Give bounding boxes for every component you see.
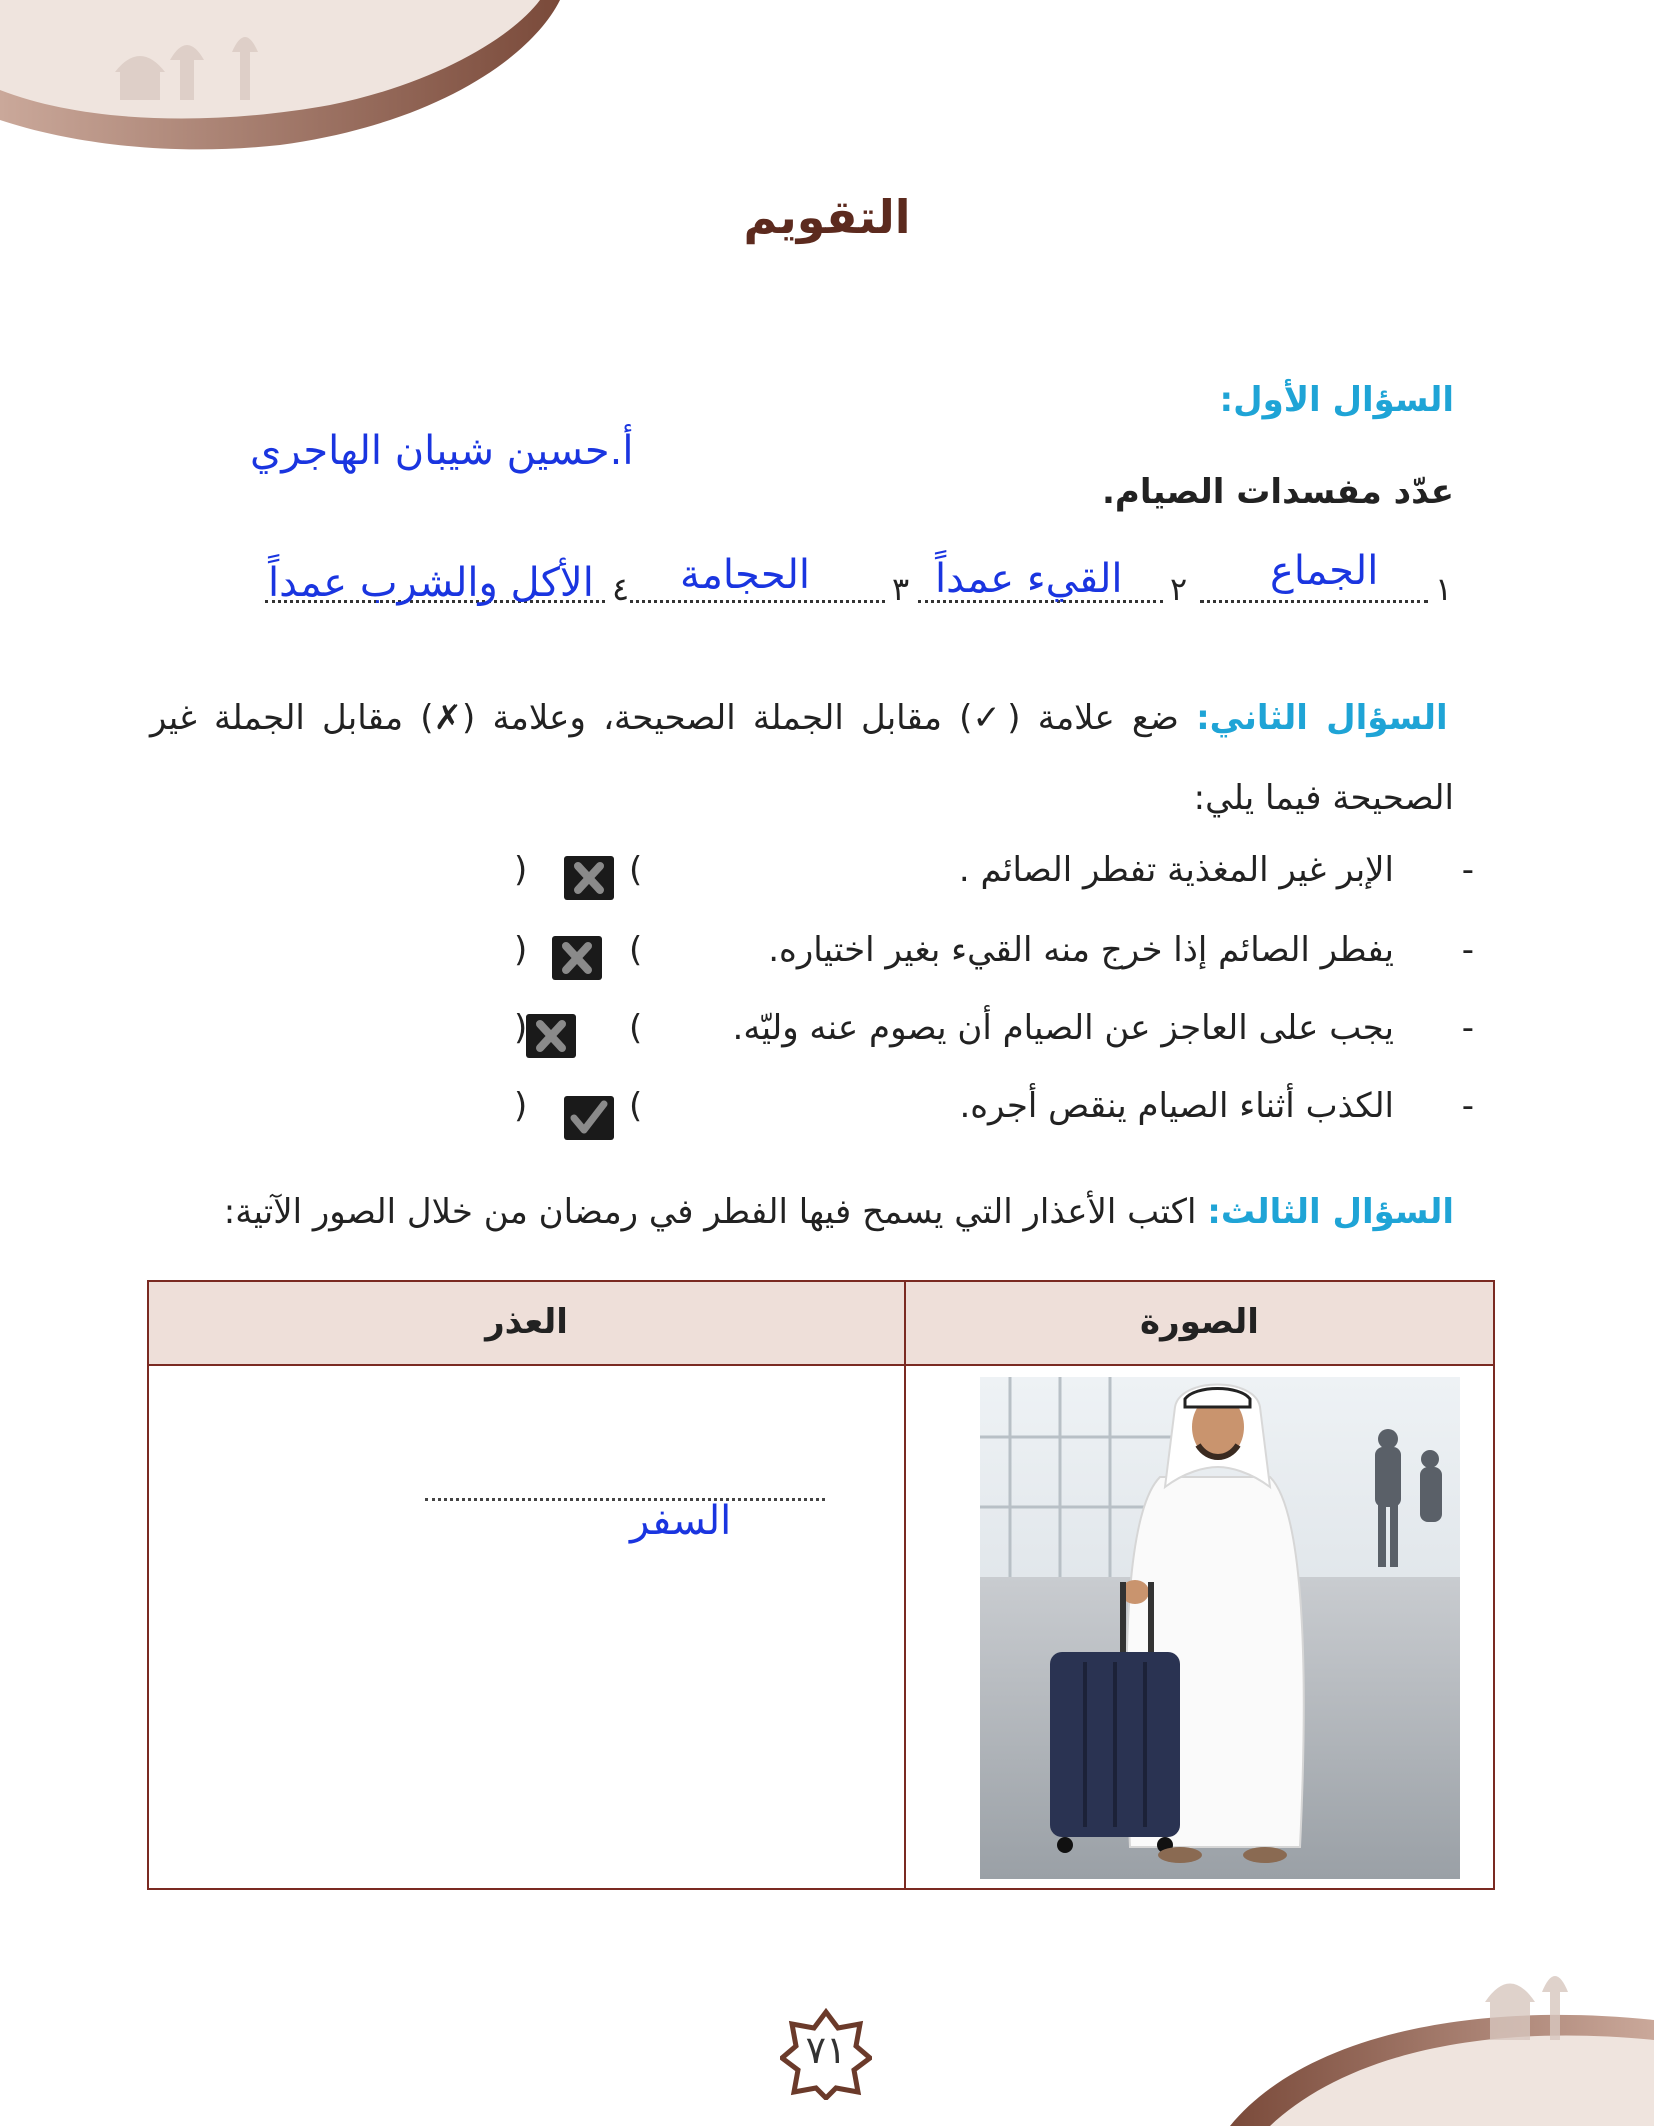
q3-instruction-text: اكتب الأعذار التي يسمح فيها الفطر في رمضان من خلال الصور الآتية: <box>223 1192 1208 1232</box>
bullet-dash: - <box>1461 930 1474 970</box>
traveler-photo <box>980 1377 1460 1879</box>
q1-answer-2: القيء عمداً <box>935 556 1123 602</box>
q1-number-3: ٣ <box>892 570 910 608</box>
paren-right: ) <box>514 1008 528 1048</box>
statement-text: الإبر غير المغذية تفطر الصائم . <box>958 850 1394 890</box>
q1-answer-1: الجماع <box>1270 548 1379 594</box>
cross-mark-box[interactable] <box>552 936 602 980</box>
column-divider <box>904 1282 906 1888</box>
statement-text: الكذب أثناء الصيام ينقص أجره. <box>959 1086 1394 1126</box>
paren-right: ) <box>514 1086 528 1126</box>
answer-table <box>147 1280 1495 1890</box>
statement-row-4 <box>374 1086 1474 1146</box>
q2-instruction-part2: ) مقابل الجملة الصحيحة، وعلامة ( <box>462 698 973 738</box>
q2-instruction <box>150 678 1454 838</box>
answer-line-1[interactable] <box>1200 600 1428 603</box>
statement-text: يجب على العاجز عن الصيام أن يصوم عنه وليّه. <box>732 1008 1394 1048</box>
q1-number-1: ١ <box>1435 570 1453 608</box>
page-number: ٧١ <box>805 2028 847 2072</box>
page-title: التقويم <box>743 190 911 244</box>
page-number-badge <box>780 2008 872 2100</box>
paren-left: ( <box>629 1086 643 1126</box>
q1-answer-4: الأكل والشرب عمداً <box>268 560 594 606</box>
top-corner-ornament <box>0 0 560 160</box>
q3-label: السؤال الثالث: <box>1207 1192 1454 1232</box>
bottom-corner-ornament <box>1190 1960 1654 2126</box>
paren-left: ( <box>629 930 643 970</box>
statement-row-3 <box>374 1008 1474 1068</box>
check-mark-box[interactable] <box>564 1096 614 1140</box>
check-glyph: ✓ <box>972 698 1008 738</box>
statement-text: يفطر الصائم إذا خرج منه القيء بغير اختياره. <box>768 930 1394 970</box>
cross-glyph: ✗ <box>433 698 462 738</box>
teacher-name: أ.حسين شيبان الهاجري <box>250 428 634 474</box>
bullet-dash: - <box>1461 850 1474 890</box>
cross-mark-box[interactable] <box>564 856 614 900</box>
statement-row-1 <box>374 850 1474 910</box>
statement-row-2 <box>374 930 1474 990</box>
q1-label: السؤال الأول: <box>1219 380 1454 420</box>
paren-right: ) <box>514 850 528 890</box>
q3-instruction <box>224 1192 1454 1232</box>
answer-line-3[interactable] <box>630 600 885 603</box>
bullet-dash: - <box>1461 1008 1474 1048</box>
paren-right: ) <box>514 930 528 970</box>
cross-mark-box[interactable] <box>526 1014 576 1058</box>
q1-number-2: ٢ <box>1170 570 1188 608</box>
paren-left: ( <box>629 1008 643 1048</box>
header-excuse: العذر <box>485 1302 568 1342</box>
excuse-answer-line[interactable] <box>425 1498 825 1501</box>
q2-label: السؤال الثاني: <box>1196 698 1448 738</box>
q2-instruction-part3: ) مقابل الجملة غير الصحيحة فيما يلي: <box>150 698 1454 818</box>
q1-number-4: ٤ <box>612 570 630 608</box>
paren-left: ( <box>629 850 643 890</box>
bullet-dash: - <box>1461 1086 1474 1126</box>
q2-instruction-part1: ضع علامة ( <box>1007 698 1197 738</box>
q1-instruction: عدّد مفسدات الصيام. <box>1102 472 1454 512</box>
header-image: الصورة <box>1140 1302 1259 1342</box>
q1-answer-3: الحجامة <box>680 552 810 598</box>
excuse-answer: السفر <box>630 1498 732 1544</box>
